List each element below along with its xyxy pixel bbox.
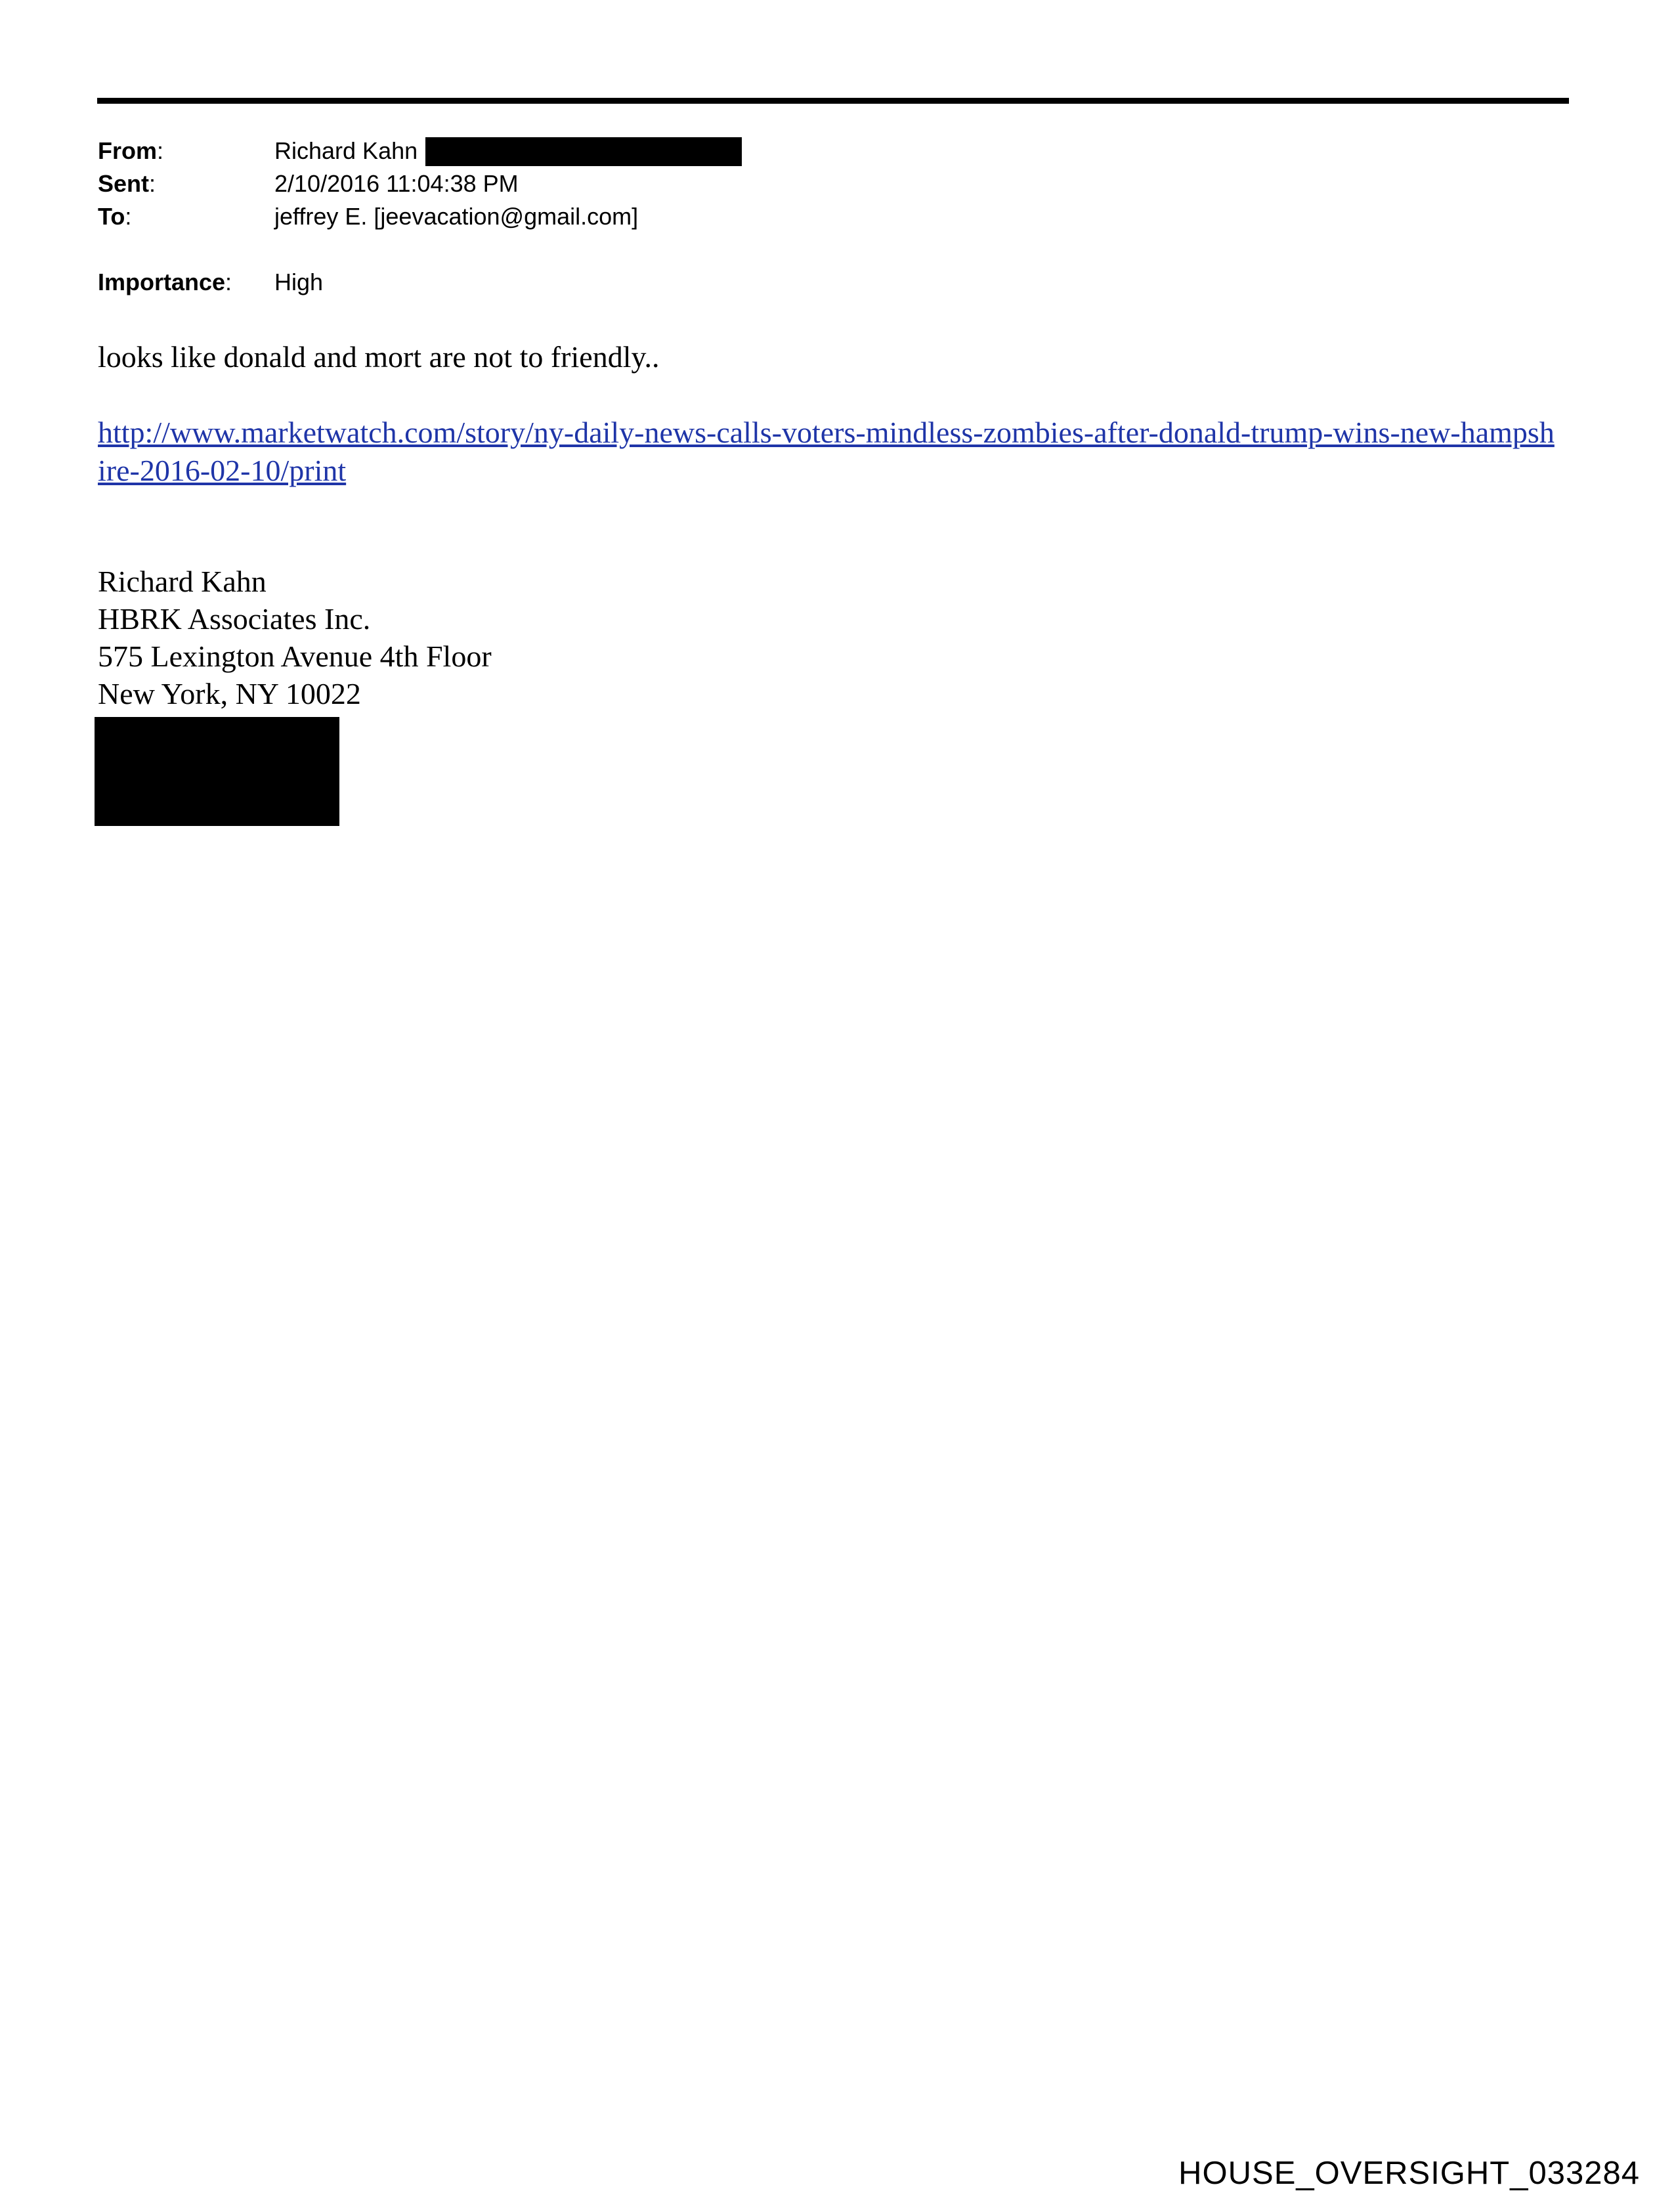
signature-address-line1: 575 Lexington Avenue 4th Floor xyxy=(98,640,492,673)
to-label: To: xyxy=(98,203,132,230)
signature-company: HBRK Associates Inc. xyxy=(98,602,371,636)
sent-label: Sent: xyxy=(98,170,156,197)
message-body: looks like donald and mort are not to friendly.. xyxy=(98,340,660,374)
from-value: Richard Kahn xyxy=(274,137,418,164)
redaction-block xyxy=(95,717,339,826)
sent-value: 2/10/2016 11:04:38 PM xyxy=(274,170,519,197)
bates-number: HOUSE_OVERSIGHT_033284 xyxy=(1178,2156,1640,2191)
to-value: jeffrey E. [jeevacation@gmail.com] xyxy=(274,203,639,230)
header-divider xyxy=(97,98,1569,104)
redaction-block xyxy=(425,137,742,166)
article-link[interactable]: http://www.marketwatch.com/story/ny-daily-news-calls-voters-mindless-zombies-after-donald-trump-wins-new-hampshire-2016-02-10/print xyxy=(98,416,1555,487)
signature-name: Richard Kahn xyxy=(98,565,267,598)
importance-label: Importance: xyxy=(98,269,232,295)
from-label: From: xyxy=(98,137,164,164)
signature-address-line2: New York, NY 10022 xyxy=(98,677,361,710)
importance-value: High xyxy=(274,269,324,295)
